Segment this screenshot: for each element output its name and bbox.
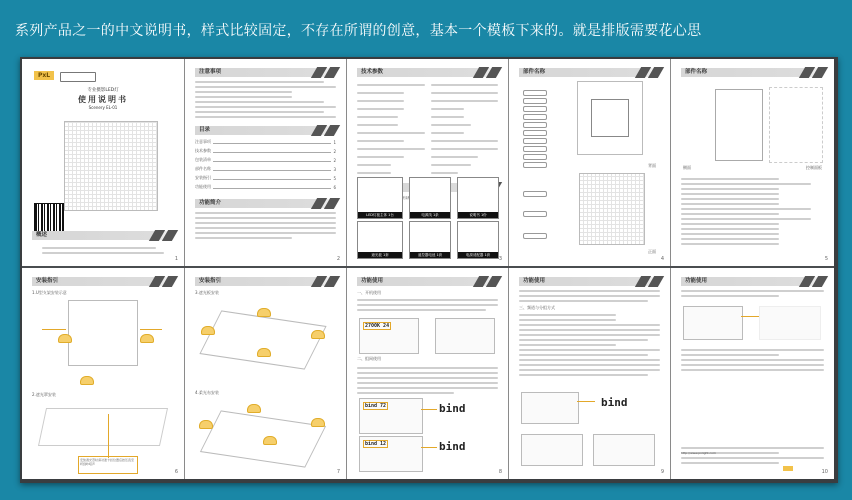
screw-highlight-icon <box>311 418 325 427</box>
overview-text <box>32 244 174 257</box>
page-number: 7 <box>336 469 340 475</box>
part-label <box>523 130 547 136</box>
section-header-features: 功能简介 <box>195 199 338 208</box>
part-label <box>523 233 547 239</box>
toc-list <box>185 139 346 190</box>
part-label <box>523 162 547 168</box>
screw-highlight-icon <box>58 334 72 343</box>
page-number: 3 <box>498 256 502 262</box>
screw-highlight-icon <box>80 376 94 385</box>
page-number: 5 <box>824 256 828 262</box>
install-step-3: 3.遮光板安装 <box>195 290 219 295</box>
page-parts-side <box>671 59 834 266</box>
part-label <box>523 154 547 160</box>
header-stripes-icon <box>800 67 826 78</box>
page-install-2 <box>185 268 347 479</box>
package-item: LED灯板主体 1台 <box>357 177 403 219</box>
toc-row[interactable]: 注意事项 1 <box>195 139 336 145</box>
section-header-function: 功能使用 <box>681 277 826 286</box>
footer-brand-logo <box>783 466 793 471</box>
view-label-back: 背面 <box>648 163 656 168</box>
install-step-4: 4.柔光布安装 <box>195 390 219 395</box>
features-text <box>185 212 346 239</box>
toc-row[interactable]: 功能使用 6 <box>195 184 336 190</box>
page-function-2 <box>509 268 671 479</box>
led-panel-illustration <box>64 121 158 211</box>
page-specs <box>347 59 509 266</box>
page-install-1 <box>22 268 185 479</box>
lcd-screen-diagram <box>521 392 579 424</box>
section-header-overview: 概述 <box>32 231 176 240</box>
lcd-zoom-display: bind <box>439 402 466 415</box>
screw-highlight-icon <box>201 326 215 335</box>
screw-highlight-icon <box>263 436 277 445</box>
lcd-screen-diagram <box>435 318 495 354</box>
notes-list <box>185 81 346 118</box>
install-step-1: 1.U型支架安装示意 <box>32 290 67 295</box>
function-sub-2: 二、组网使用 <box>357 356 381 361</box>
parts-description <box>671 175 834 248</box>
page-number: 8 <box>498 469 502 475</box>
package-item: 遥控器电池 1套 <box>409 221 451 259</box>
barndoor-install-illustration <box>199 310 326 369</box>
header-stripes-icon <box>312 125 338 136</box>
page-number: 2 <box>336 256 340 262</box>
section-header-parts: 部件名称 <box>681 68 826 77</box>
lcd-value: bind 72 <box>365 403 387 409</box>
screw-highlight-icon <box>257 308 271 317</box>
header-stripes-icon <box>800 276 826 287</box>
cover-subtitle: 专业摄影LED灯 <box>87 88 119 93</box>
cover-title: 使用说明书 <box>78 95 128 104</box>
install-step-2: 2.遮光罩安装 <box>32 392 56 397</box>
section-header-install: 安装指引 <box>195 277 338 286</box>
hood-install-illustration <box>38 408 168 446</box>
header-stripes-icon <box>312 198 338 209</box>
manual-spread-frame <box>20 57 838 483</box>
part-label <box>523 90 547 96</box>
screw-highlight-icon <box>199 420 213 429</box>
lcd-zoom-display: bind <box>439 440 466 453</box>
section-header-notes: 注意事项 <box>195 68 338 77</box>
view-label-panel: 控制面板 <box>806 165 822 170</box>
transmitter-illustration <box>593 434 655 466</box>
bracket-install-illustration <box>68 300 138 366</box>
toc-row[interactable]: 包装清单 2 <box>195 157 336 163</box>
section-header-parts: 部件名称 <box>519 68 662 77</box>
screw-highlight-icon <box>311 330 325 339</box>
page-number: 1 <box>174 256 178 262</box>
package-item: 电源适配器 1套 <box>457 221 499 259</box>
side-view-illustration <box>715 89 763 161</box>
section-header-specs: 技术参数 <box>357 68 500 77</box>
page-cover <box>22 59 185 266</box>
header-stripes-icon <box>636 276 662 287</box>
brand-logo: PxL <box>34 71 54 80</box>
control-panel-detail <box>769 87 823 163</box>
cover-model: Scenery EL-01 <box>88 105 118 110</box>
section-header-install: 安装指引 <box>32 277 176 286</box>
caption-text: 系列产品之一的中文说明书，样式比较固定，不存在所谓的创意，基本一个模板下来的。就是排版需要花心思 <box>15 23 702 39</box>
page-notes <box>185 59 347 266</box>
qr-code <box>35 204 63 232</box>
view-label-side: 侧面 <box>683 165 691 170</box>
header-stripes-icon <box>312 67 338 78</box>
footer-url[interactable]: http://www.pxlight.com <box>681 451 716 455</box>
front-view-illustration <box>579 173 645 245</box>
header-stripes-icon <box>636 67 662 78</box>
package-item: 电源线 1条 <box>409 177 451 219</box>
page-function-3 <box>671 268 834 479</box>
page-number: 9 <box>660 469 664 475</box>
part-label <box>523 138 547 144</box>
lcd-zoom-display-box <box>759 306 821 340</box>
lcd-zoom-display: bind <box>601 396 628 409</box>
page-number: 4 <box>660 256 664 262</box>
package-item: 遮光板 1套 <box>357 221 403 259</box>
header-stripes-icon <box>150 230 176 241</box>
part-label <box>523 211 547 217</box>
lcd-value: 2700K 24 <box>365 323 390 329</box>
header-stripes-icon <box>150 276 176 287</box>
toc-row[interactable]: 部件名称 3 <box>195 166 336 172</box>
view-label-front: 正面 <box>648 249 656 254</box>
header-stripes-icon <box>474 67 500 78</box>
part-label <box>523 106 547 112</box>
screw-highlight-icon <box>257 348 271 357</box>
product-icons <box>60 72 96 82</box>
control-panel-drawing <box>591 99 629 137</box>
screw-highlight-icon <box>140 334 154 343</box>
remote-illustration <box>521 434 583 466</box>
screw-highlight-icon <box>247 404 261 413</box>
part-label <box>523 146 547 152</box>
section-header-function: 功能使用 <box>357 277 500 286</box>
lcd-screen-diagram <box>683 306 743 340</box>
page-parts-front <box>509 59 671 266</box>
package-item: 说明书 1份 <box>457 177 499 219</box>
section-header-toc: 目录 <box>195 126 338 135</box>
lcd-value: bind 12 <box>365 441 387 447</box>
part-label <box>523 191 547 197</box>
part-label <box>523 98 547 104</box>
part-label <box>523 122 547 128</box>
specs-table <box>347 81 508 177</box>
page-function-1 <box>347 268 509 479</box>
toc-row[interactable]: 安装指引 5 <box>195 175 336 181</box>
toc-row[interactable]: 技术参数 2 <box>195 148 336 154</box>
manual-spread <box>22 59 834 479</box>
page-number: 10 <box>821 469 828 475</box>
section-header-function: 功能使用 <box>519 277 662 286</box>
part-label <box>523 114 547 120</box>
header-stripes-icon <box>312 276 338 287</box>
function-sub-3: 三、频道与分组方式 <box>519 305 555 310</box>
function-sub-1: 一、开机使用 <box>357 290 381 295</box>
install-note-box: 安装遮光罩时请对准卡扣位置后按压直至听到咔嗒声 <box>78 456 138 474</box>
page-number: 6 <box>174 469 178 475</box>
header-stripes-icon <box>474 276 500 287</box>
